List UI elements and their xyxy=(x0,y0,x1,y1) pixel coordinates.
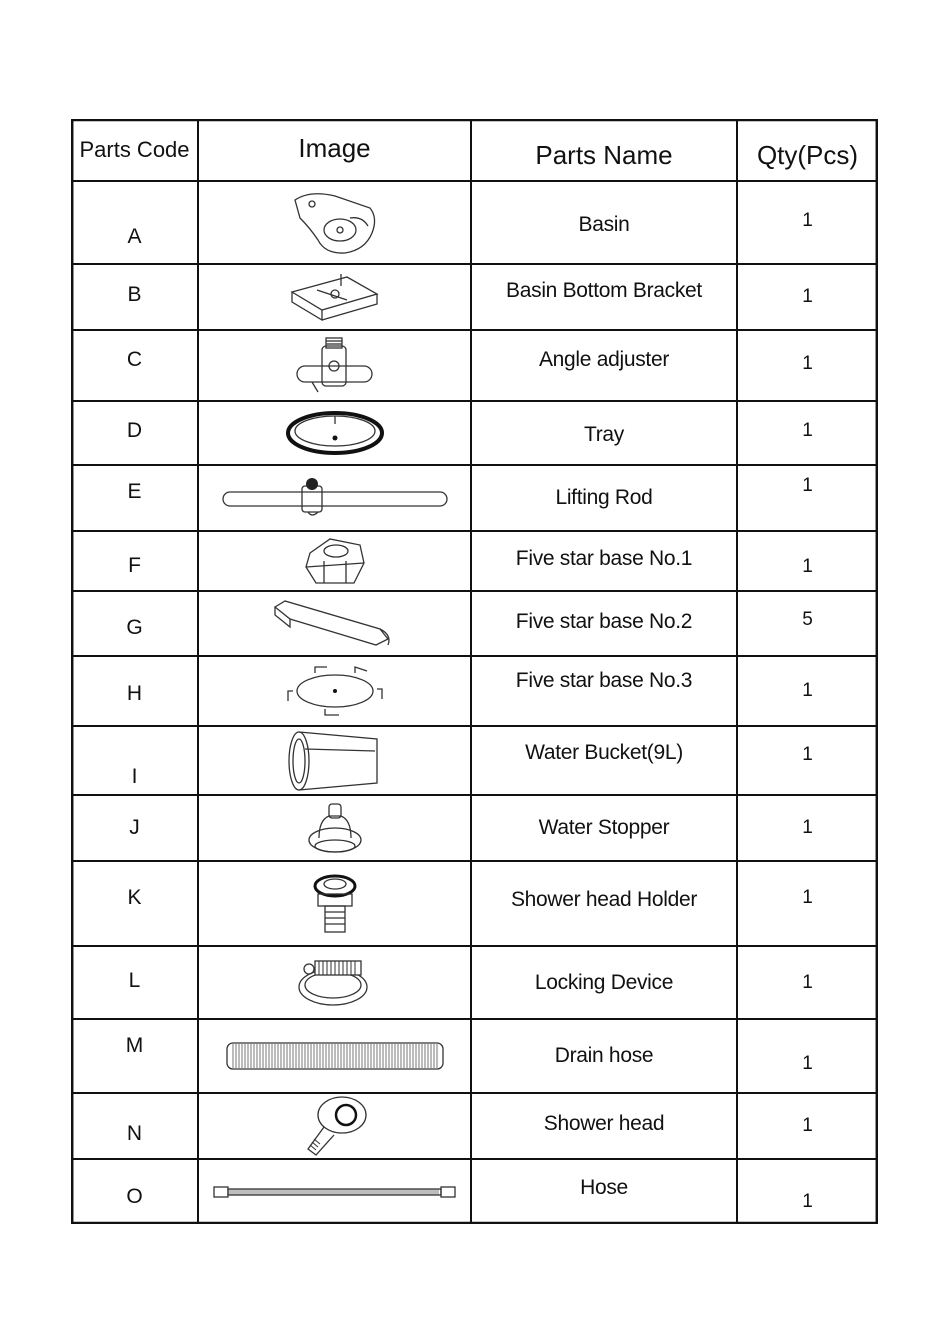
part-qty: 1 xyxy=(802,420,813,441)
part-name: Basin xyxy=(578,212,630,236)
part-qty: 1 xyxy=(802,352,813,374)
part-qty: 1 xyxy=(802,286,813,307)
part-qty: 1 xyxy=(802,680,813,701)
part-name: Basin Bottom Bracket xyxy=(506,279,702,302)
part-name: Angle adjuster xyxy=(538,347,670,371)
part-code: D xyxy=(126,419,143,442)
part-qty: 1 xyxy=(802,556,813,577)
part-qty: 1 xyxy=(802,209,813,231)
basin-icon xyxy=(198,181,471,264)
star-base-plate-icon xyxy=(198,656,471,726)
part-name: Water Bucket(9L) xyxy=(525,740,683,764)
part-code: H xyxy=(126,682,143,705)
star-base-hub-icon xyxy=(198,531,471,591)
header-parts-name: Parts Name xyxy=(535,139,673,170)
part-qty: 1 xyxy=(802,817,813,838)
part-qty: 1 xyxy=(802,971,813,993)
part-code: E xyxy=(127,480,142,503)
part-code: A xyxy=(127,224,142,248)
part-qty: 1 xyxy=(802,743,813,765)
shower-head-icon xyxy=(198,1093,471,1159)
part-code: B xyxy=(127,283,142,306)
part-code: F xyxy=(128,554,141,577)
part-code: C xyxy=(126,347,143,371)
part-name: Drain hose xyxy=(554,1044,654,1067)
part-name: Lifting Rod xyxy=(555,486,653,509)
angle-adjuster-icon xyxy=(198,330,471,401)
water-stopper-icon xyxy=(198,795,471,861)
lifting-rod-icon xyxy=(198,465,471,531)
part-code: M xyxy=(125,1034,144,1057)
part-code: L xyxy=(128,968,141,992)
part-name: Shower head Holder xyxy=(510,887,698,911)
part-name: Shower head xyxy=(543,1112,665,1135)
drain-hose-icon xyxy=(198,1019,471,1093)
shower-holder-icon xyxy=(198,861,471,946)
parts-table xyxy=(71,119,878,1224)
water-bucket-icon xyxy=(198,726,471,795)
part-code: J xyxy=(129,816,140,839)
part-name: Hose xyxy=(580,1175,628,1199)
hose-icon xyxy=(198,1159,471,1224)
part-code: N xyxy=(126,1122,143,1145)
hose-clamp-icon xyxy=(198,946,471,1019)
part-code: K xyxy=(127,885,142,909)
part-qty: 1 xyxy=(802,1190,813,1212)
part-code: G xyxy=(126,615,143,639)
part-qty: 1 xyxy=(802,1053,813,1074)
header-image: Image xyxy=(298,132,371,163)
part-name: Water Stopper xyxy=(538,816,670,839)
part-code: O xyxy=(126,1184,143,1208)
part-qty: 5 xyxy=(802,608,813,630)
bracket-icon xyxy=(198,264,471,330)
tray-icon xyxy=(198,401,471,465)
part-name: Locking Device xyxy=(534,970,674,994)
part-code: I xyxy=(131,764,138,788)
part-qty: 1 xyxy=(802,1115,813,1136)
header-qty: Qty(Pcs) xyxy=(756,139,859,170)
header-parts-code: Parts Code xyxy=(79,137,190,162)
part-name: Five star base No.3 xyxy=(515,669,693,692)
part-qty: 1 xyxy=(802,886,813,908)
part-qty: 1 xyxy=(802,475,813,496)
part-name: Five star base No.1 xyxy=(515,547,693,570)
star-base-leg-icon xyxy=(198,591,471,656)
part-name: Five star base No.2 xyxy=(515,609,693,633)
part-name: Tray xyxy=(583,423,625,446)
